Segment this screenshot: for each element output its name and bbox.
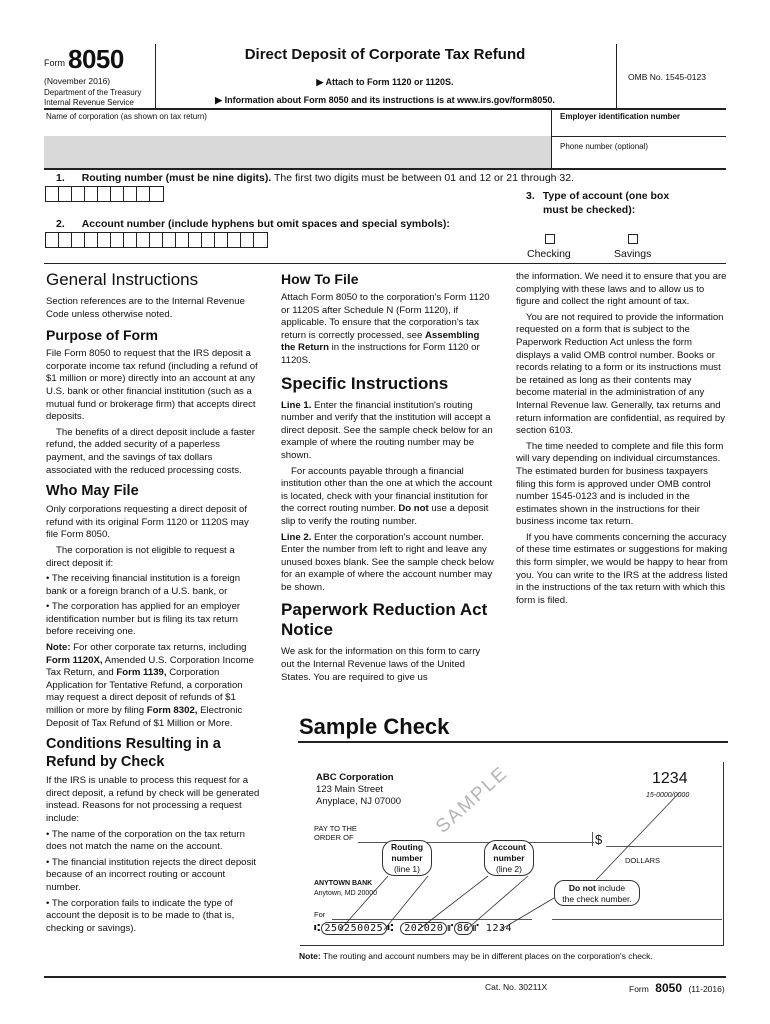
line3-number: 3. bbox=[526, 190, 535, 202]
micr-check-number: 1234 bbox=[485, 923, 513, 934]
micr-routing: 250250025 bbox=[321, 922, 388, 935]
sample-check bbox=[300, 762, 724, 946]
note-form-8302: Form 8302, bbox=[146, 705, 198, 717]
do-not-rest: include bbox=[595, 883, 626, 893]
phone-label: Phone number (optional) bbox=[560, 142, 649, 151]
general-instructions-text: Section references are to the Internal Revenue Code unless otherwise noted. bbox=[46, 296, 245, 320]
instructions-column-1 bbox=[46, 266, 260, 938]
conditions-bullet-2: • The financial institution rejects the direct deposit because of an incorrect routing or account number. bbox=[46, 856, 257, 893]
note-paragraph bbox=[46, 642, 260, 730]
revision-date: (November 2016) bbox=[44, 76, 111, 86]
note-text-c: Corporation Application for Tentative Refund, a corporation may request a direct deposit of refunds of $1 million or more by filing bbox=[46, 667, 243, 717]
who-may-file-bullet-1: • The receiving financial institution is a foreign bank or a foreign branch of a U.S. bank, or bbox=[46, 573, 241, 597]
instructions-column-2 bbox=[281, 266, 495, 687]
footer-revision: (11-2016) bbox=[688, 984, 725, 994]
routing-callout-line1: Routing bbox=[390, 842, 424, 852]
check-note-label: Note: bbox=[299, 951, 321, 961]
check-note bbox=[299, 951, 653, 961]
line1-instructions bbox=[281, 400, 495, 463]
agency: Internal Revenue Service bbox=[44, 98, 134, 107]
micr-line: ⑆ 250250025 ⑆ 202020 ⑈ 86 ⑈ 1234 bbox=[314, 923, 513, 934]
line3-label-2: must be checked): bbox=[543, 204, 636, 216]
conditions-bullet-3: • The corporation fails to indicate the type of account the deposit is to be made to (that is, checking or savings). bbox=[46, 897, 235, 934]
who-may-file-heading: Who May File bbox=[46, 483, 139, 500]
form-word: Form bbox=[44, 58, 65, 68]
line1-instructions-2 bbox=[281, 466, 495, 529]
account-callout-line3: (line 2) bbox=[496, 864, 522, 874]
micr-account-2: 86 bbox=[454, 922, 473, 935]
dollar-sign: $ bbox=[595, 832, 603, 847]
bank-address: Anytown, MD 20000 bbox=[314, 890, 378, 897]
line1-label-row bbox=[56, 172, 574, 184]
line1-description: The first two digits must be between 01 and 12 or 21 through 32. bbox=[274, 172, 575, 184]
for-label: For bbox=[314, 910, 326, 919]
note-text-b: Amended U.S. Corporation Income Tax Return, and bbox=[46, 654, 254, 679]
conditions-heading: Conditions Resulting in a Refund by Check bbox=[46, 736, 221, 771]
pay-to-label-1: PAY TO THE bbox=[314, 824, 357, 833]
general-instructions-heading: General Instructions bbox=[46, 270, 199, 289]
how-to-file-text-a: Attach Form 8050 to the corporation's Form 1120 or 1120S after Schedule N (Form 1120), if applicable. To ensure that the corporation's tax return is correctly processed, see bbox=[281, 292, 490, 341]
savings-label: Savings bbox=[614, 248, 652, 260]
corporation-name-label: Name of corporation (as shown on tax return) bbox=[46, 112, 207, 121]
line1-instr-text-2b: use a deposit slip to verify the routing number. bbox=[281, 503, 489, 527]
how-to-file-heading: How To File bbox=[281, 271, 359, 287]
line1-instr-text: Enter the financial institution's routing number and verify that the institution will accept a direct deposit. See the sample check below for an example of where the routing number may be shown. bbox=[281, 399, 493, 461]
routing-callout-line2: number bbox=[391, 853, 423, 863]
account-number-boxes[interactable] bbox=[45, 232, 268, 248]
check-corp-name: ABC Corporation bbox=[316, 772, 394, 783]
routing-callout-line3: (line 1) bbox=[394, 864, 420, 874]
conditions-paragraph: If the IRS is unable to process this request for a direct deposit, a refund by check will be generated instead. Reasons for not processing a request include: bbox=[46, 775, 260, 824]
purpose-heading: Purpose of Form bbox=[46, 327, 159, 344]
line1-instr-text-2a: For accounts payable through a financial institution other than the one at which the account is located, check with your financial institution for the correct routing number. bbox=[281, 465, 493, 515]
corporation-name-field[interactable] bbox=[44, 136, 551, 168]
specific-instructions-heading: Specific Instructions bbox=[281, 373, 449, 393]
form-title: Direct Deposit of Corporate Tax Refund bbox=[244, 46, 526, 63]
dollars-label: DOLLARS bbox=[625, 856, 661, 865]
conditions-bullet-1: • The name of the corporation on the tax return does not match the name on the account. bbox=[46, 828, 245, 853]
ein-label: Employer identification number bbox=[560, 112, 681, 121]
col3-paragraph-1: the information. We need it to ensure that you are complying with these laws and to allow us to figure and collect the right amount of tax. bbox=[516, 271, 727, 308]
line1-label: Routing number (must be nine digits). bbox=[81, 172, 272, 184]
check-fraction: 15-0000/0000 bbox=[646, 792, 690, 799]
line2-instr-label: Line 2. bbox=[281, 531, 312, 543]
col3-paragraph-4: If you have comments concerning the accuracy of these time estimates or suggestions for making this form simpler, we would be happy to hear from you. You can write to the IRS at the address listed in the instructions of the tax return with which this form is filed. bbox=[516, 531, 728, 606]
savings-checkbox[interactable] bbox=[628, 234, 638, 244]
note-text-d: Electronic Deposit of Tax Refund of $1 Million or More. bbox=[46, 705, 243, 729]
line2-label: Account number (include hyphens but omit spaces and special symbols): bbox=[81, 218, 450, 230]
form-header bbox=[0, 0, 770, 110]
line1-number: 1. bbox=[56, 172, 65, 184]
paperwork-reduction-text: We ask for the information on this form to carry out the Internal Revenue laws of the United States. You are required to give us bbox=[281, 646, 481, 683]
do-not-line2: the check number. bbox=[562, 894, 632, 904]
form-number: 8050 bbox=[68, 44, 124, 74]
pay-to-label-2: ORDER OF bbox=[314, 833, 354, 842]
attach-instruction: ▶ Attach to Form 1120 or 1120S. bbox=[316, 77, 454, 87]
ein-field[interactable] bbox=[552, 122, 726, 136]
check-number: 1234 bbox=[652, 770, 688, 787]
purpose-paragraph-1: File Form 8050 to request that the IRS deposit a corporate income tax refund (including a refund of $1 million or more) directly into an account at any U.S. bank or other financial institution (such as a mutual fund or brokerage firm) that accepts direct deposits. bbox=[46, 348, 258, 423]
purpose-paragraph-2: The benefits of a direct deposit include a faster refund, the added security of a paperless payment, and the savings of tax dollars associated with the reduced processing costs. bbox=[46, 426, 255, 476]
assembling-the-return: Assembling the Return bbox=[281, 329, 480, 354]
do-not-label: Do not bbox=[398, 503, 429, 515]
check-address-1: 123 Main Street bbox=[316, 784, 384, 795]
bank-name: ANYTOWN BANK bbox=[314, 880, 373, 887]
col3-paragraph-3: The time needed to complete and file this form will vary depending on individual circumstances. The estimated burden for business taxpayers filing this form is approved under OMB control number 1545-0123 and is included in the estimates shown in the instructions for their business income tax return. bbox=[516, 440, 724, 528]
account-callout-line1: Account bbox=[492, 842, 526, 852]
who-may-file-paragraph-2: The corporation is not eligible to request a direct deposit if: bbox=[46, 544, 235, 569]
how-to-file-paragraph bbox=[281, 292, 495, 368]
line3-block bbox=[526, 189, 669, 217]
line3-label-1: Type of account (one box bbox=[542, 190, 670, 202]
who-may-file-bullet-2: • The corporation has applied for an employer identification number but is filing its tax return before receiving one. bbox=[46, 601, 241, 638]
footer-form-id bbox=[629, 979, 725, 997]
note-form-1139: Form 1139, bbox=[116, 667, 167, 679]
omb-number: OMB No. 1545-0123 bbox=[628, 72, 706, 82]
note-text-a: For other corporate tax returns, including bbox=[70, 642, 247, 654]
do-not-bold: Do not bbox=[568, 883, 596, 893]
line2-instr-text: Enter the corporation's account number. Enter the number from left to right and leave any unused boxes blank. See the sample check below for an example of where the account number may be shown. bbox=[281, 531, 494, 593]
info-instruction: ▶ Information about Form 8050 and its instructions is at www.irs.gov/form8050. bbox=[215, 95, 555, 105]
checking-checkbox[interactable] bbox=[545, 234, 555, 244]
note-label: Note: bbox=[46, 642, 71, 654]
sample-check-heading: Sample Check bbox=[299, 714, 450, 739]
who-may-file-paragraph-1: Only corporations requesting a direct deposit of refund with its original Form 1120 or 1120S may file Form 8050. bbox=[46, 504, 249, 541]
instructions-column-3 bbox=[516, 271, 728, 610]
routing-number-boxes[interactable] bbox=[45, 186, 164, 202]
account-callout-line2: number bbox=[493, 853, 525, 863]
line2-number: 2. bbox=[56, 218, 65, 230]
paperwork-reduction-heading: Paperwork Reduction Act Notice bbox=[281, 600, 488, 640]
department: Department of the Treasury bbox=[44, 88, 142, 97]
checking-label: Checking bbox=[527, 248, 571, 260]
catalog-number: Cat. No. 30211X bbox=[485, 982, 548, 992]
line2-label-row bbox=[56, 218, 450, 230]
col3-paragraph-2: You are not required to provide the information requested on a form that is subject to the Paperwork Reduction Act unless the form displays a valid OMB control number. Books or records relating to a form or its instructions must be retained as long as their contents may become material in the administration of any Internal Revenue law. Generally, tax returns and return information are confidential, as required by section 6103. bbox=[516, 311, 726, 437]
check-address-2: Anyplace, NJ 07000 bbox=[316, 796, 402, 807]
phone-field[interactable] bbox=[552, 152, 726, 168]
micr-account: 202020 bbox=[400, 922, 447, 935]
line2-instructions bbox=[281, 532, 495, 595]
check-note-text: The routing and account numbers may be in different places on the corporation's check. bbox=[320, 951, 653, 961]
how-to-file-text-b: in the instructions for Form 1120 or 1120S. bbox=[281, 342, 480, 366]
footer-form-word: Form bbox=[629, 984, 649, 994]
callout-leader-lines bbox=[300, 762, 724, 946]
line1-instr-label: Line 1. bbox=[281, 399, 312, 411]
note-form-1120x: Form 1120X, bbox=[46, 654, 103, 666]
sample-watermark: SAMPLE bbox=[432, 762, 513, 838]
footer-form-number: 8050 bbox=[655, 981, 682, 995]
